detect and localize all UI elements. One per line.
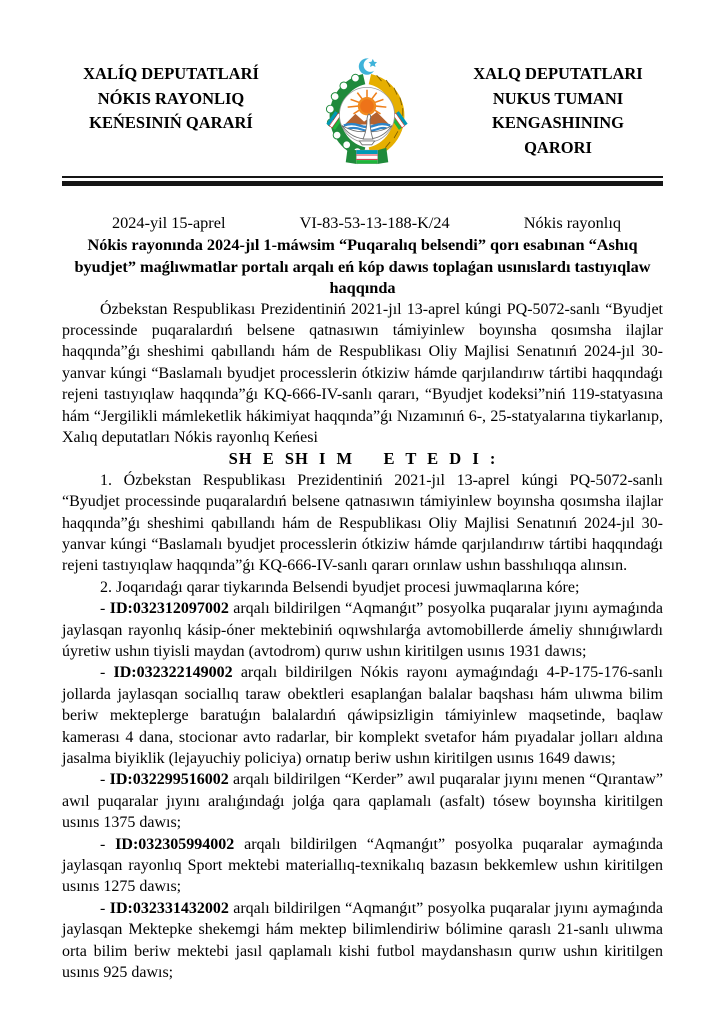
proposal-item — [62, 769, 663, 833]
issuer-right-line: KENGASHINING — [491, 113, 625, 132]
proposal-id: ID:032312097002 — [109, 600, 229, 618]
list-dash: - — [100, 899, 106, 917]
list-dash: - — [100, 835, 106, 853]
document-number: VI-83-53-13-188-K/24 — [299, 213, 450, 232]
uzbekistan-emblem-icon — [318, 54, 416, 168]
proposal-text: arqalı bildirilgen “Aqmanǵıt” posyolka puqaralar jıyını aymaǵında jaylasqan Mektepke shekemgi hám mektep bilimlendiriw bólimine qaraslı 21-sanlı ulıwma orta bilim beriw mektebi jasıl qaplamalı kishi futbol maydanshasın qurıw ushın kiritilgen usınıs 925 dawıs; — [62, 899, 663, 982]
resolution-heading: SH E SH I M E T E D I : — [228, 449, 497, 469]
proposal-id: ID:032305994002 — [115, 835, 235, 853]
document-place: Nókis rayonlıq — [523, 213, 621, 232]
issuer-left-line: NÓKIS RAYONLIQ — [97, 88, 245, 108]
proposal-text: arqalı bildirilgen “Aqmanǵıt” posyolka puqaralar aymaǵında jaylasqan rayonlıq Sport mektebi materiallıq-texnikalıq bazasın bekkemlew ushın kiritilgen usınıs 1275 dawıs; — [62, 835, 663, 896]
proposal-item — [62, 598, 663, 662]
proposal-item — [62, 662, 663, 769]
issuer-right-line: NUKUS TUMANI — [492, 88, 624, 108]
preamble-paragraph: Ózbekstan Respublikası Prezidentiniń 2021-jıl 13-aprel kúngi PQ-5072-sanlı “Byudjet processinde puqaralardıń belsene qatnasıwın támiyinlew boyınsha qosımsha ilajlar haqqında”ǵı sheshimi qabıllandı hám de Respublikası Oliy Majlisi Senatınıń 2024-jıl 30-yanvar kúngi “Baslamalı byudjet processlerin ótkiziw hámde qarjılandırıw tártibi haqqındaǵı rejeni tastıyıqlaw haqqında”ǵı KQ-666-IV-sanlı qararı, “Byudjet kodeksi”niń 119-statyasına hám “Jergilikli mámleketlik hákimiyat haqqında”ǵı Nızamınıń 6-, 25-statyalarına tiykarlanıp, Xalıq deputatları Nókis rayonlıq Keńesi — [62, 300, 663, 446]
issuer-right-line: XALQ DEPUTATLARI — [473, 64, 643, 83]
document-title: Nókis rayonında 2024-jıl 1-máwsim “Puqaralıq belsendi” qorı esabınan “Ashıq byudjet” maǵlıwmatlar portalı arqalı eń kóp dawıs toplaǵan usınıslardı tastıyıqlaw haqqında — [74, 235, 651, 297]
meta-line — [62, 212, 663, 233]
proposal-text: arqalı bildirilgen Nókis rayonı aymaǵındaǵı 4-P-175-176-sanlı jollarda jaylasqan sociallıq taraw obektleri esaplanǵan balalar baqshası hám ulıwma bilim beriw mekteplerge baratuǵın balalardıń qáwipsizligin támiyinlew maqsetinde, baqlaw kamerası 4 dana, stocionar avto radarlar, bir komplekt svetafor hám pıyadalar jolları aldına jasalma biyiklik (lejayuchiy policiya) ornatıp beriw ushın kiritilgen usınıs 1649 dawıs; — [62, 664, 663, 768]
issuer-right-line: QARORI — [524, 137, 592, 157]
issuer-title-uzbek — [453, 56, 663, 160]
resolution-item-2: 2. Joqarıdaǵı qarar tiykarında Belsendi byudjet procesi juwmaqlarına kóre; — [100, 578, 580, 596]
proposal-item — [62, 834, 663, 898]
resolution-item-1: 1. Ózbekstan Respublikası Prezidentiniń 2021-jıl 13-aprel kúngi PQ-5072-sanlı “Byudjet processinde puqaralardıń belsene qatnasıwın támiyinlew boyınsha qosımsha ilajlar haqqında”ǵı sheshimi qabıllandı hám de Respublikası Oliy Majlisi Senatınıń 2024-jıl 30-yanvar kúngi “Baslamalı byudjet processlerin ótkiziw hámde qarjılandırıw tártibi haqqındaǵı rejeni tastıyıqlaw haqqında”ǵı KQ-666-IV-sanlı qararı orınlaw ushın basshılıqqa alınsın. — [62, 471, 663, 575]
proposal-text: arqalı bildirilgen “Kerder” awıl puqaralar jıyını menen “Qırantaw” awıl puqaralar jıyını aralıǵındaǵı jolǵa qara qaplamalı (asfalt) tósew boyınsha kiritilgen usınıs 1375 dawıs; — [62, 771, 664, 832]
header-divider — [62, 176, 663, 186]
issuer-title-karakalpak — [62, 56, 280, 136]
proposal-id: ID:032299516002 — [109, 771, 229, 789]
proposal-item — [62, 898, 663, 984]
issuer-left-line: XALÍQ DEPUTATLARÍ — [83, 64, 259, 83]
document-header — [62, 56, 663, 168]
list-dash: - — [100, 771, 106, 789]
list-dash: - — [100, 664, 106, 682]
proposal-text: arqalı bildirilgen “Aqmanǵıt” posyolka puqaralar jıyını aymaǵında jaylasqan rayonlıq kásip-óner mektebiniń oqıwshılarǵa avtomobillerde ámeliy shınıǵıwlardı úyretiw ushın tiyisli maydan (avtodrom) qurıw ushın kiritilgen usınıs 1931 dawıs; — [62, 600, 663, 660]
document-date: 2024-yil 15-aprel — [112, 213, 226, 232]
list-dash: - — [100, 600, 106, 618]
proposal-id: ID:032322149002 — [113, 664, 233, 682]
proposal-id: ID:032331432002 — [109, 899, 229, 917]
issuer-left-line: KEŃESINIŃ QARARÍ — [89, 113, 253, 132]
